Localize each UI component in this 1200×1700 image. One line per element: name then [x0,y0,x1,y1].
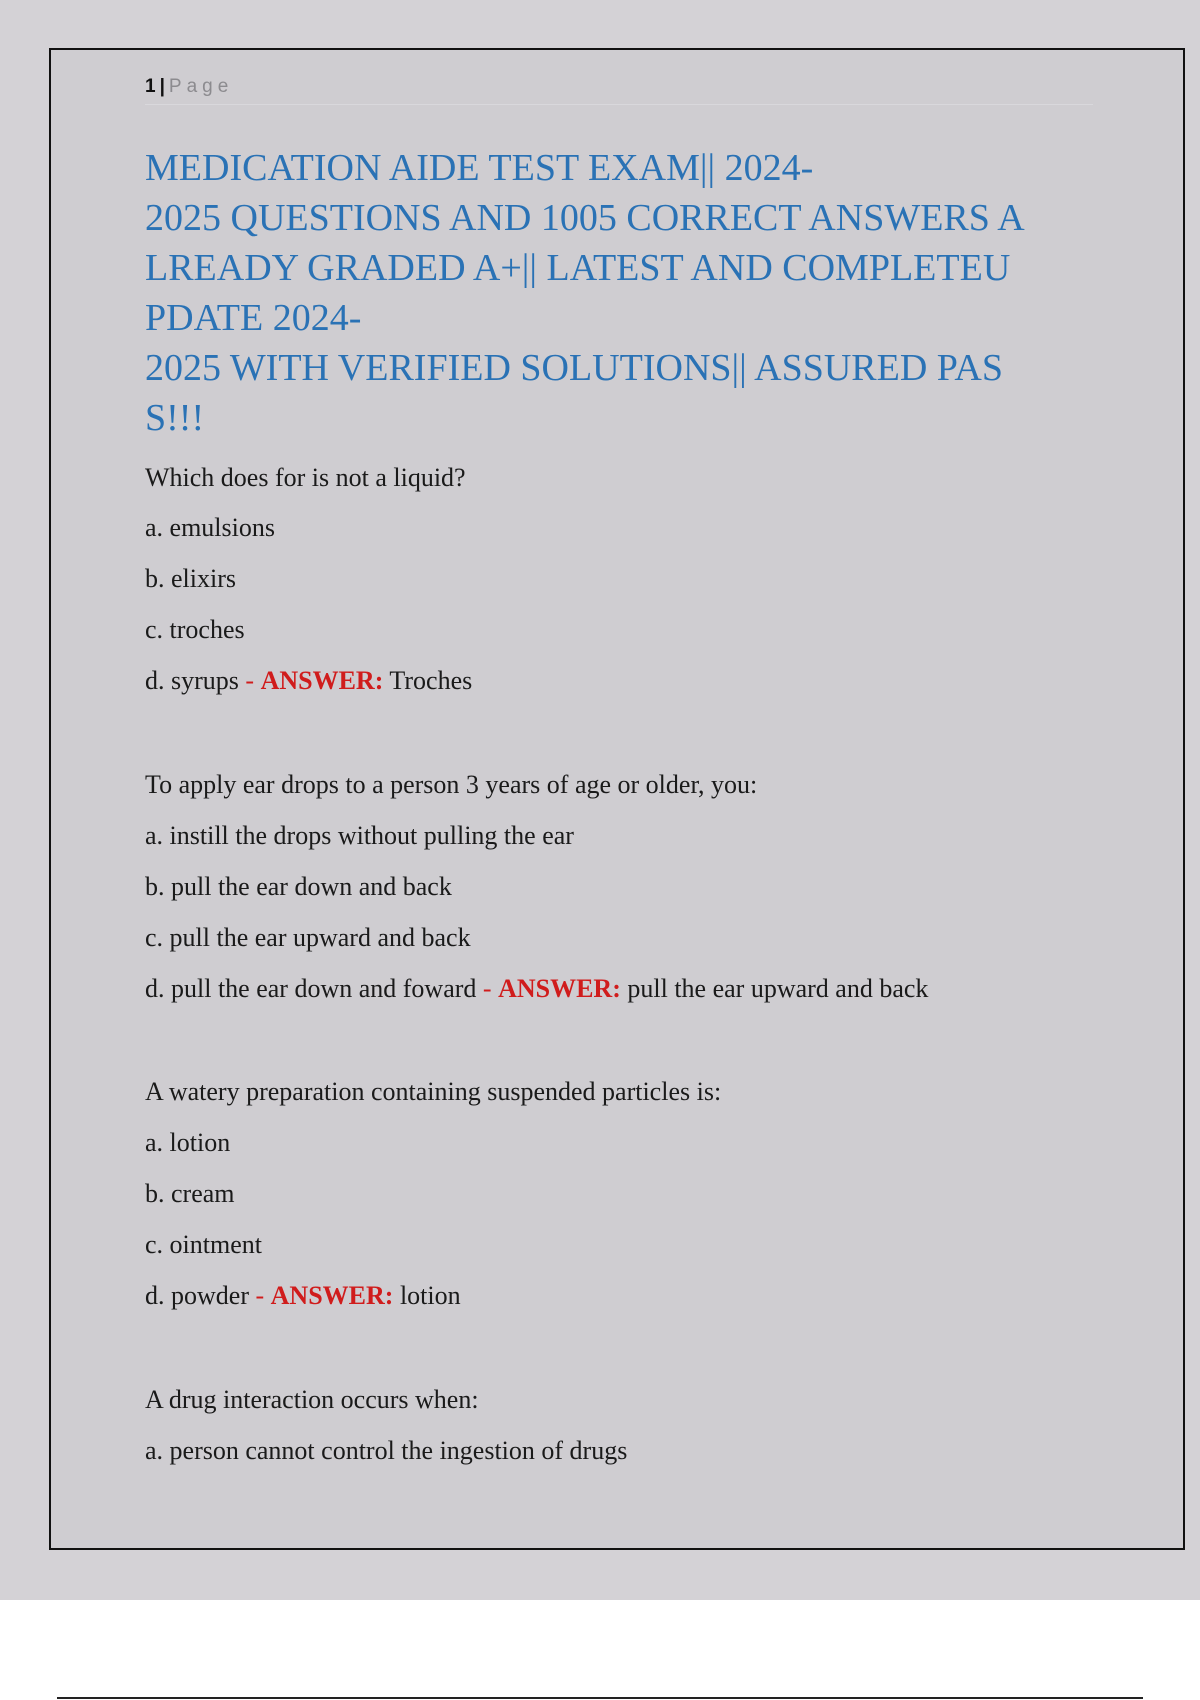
answer-option: d. pull the ear down and foward [145,974,477,1003]
answer-option: d. syrups [145,666,239,695]
correct-answer: lotion [399,1281,461,1310]
title-line: PDATE 2024- [145,297,362,339]
title-line: 2025 QUESTIONS AND 1005 CORRECT ANSWERS A [145,197,1025,239]
answer-option: c. pull the ear upward and back [145,923,471,952]
page-label: Page [168,76,234,97]
answer-dash: - [482,974,492,1003]
document-title [145,143,1085,443]
page-number: 1 [145,76,156,97]
answer-option: a. emulsions [145,513,275,542]
correct-answer: Troches [389,666,473,695]
answer-option: a. lotion [145,1128,231,1157]
answer-label: ANSWER: [498,974,621,1003]
page-header [145,74,1093,105]
answer-option: d. powder [145,1281,249,1310]
answer-option: b. elixirs [145,564,236,593]
answer-option: c. troches [145,615,245,644]
page-separator: | [159,76,165,97]
question-text: A watery preparation containing suspended particles is: [145,1077,722,1106]
answer-option: a. instill the drops without pulling the ear [145,821,574,850]
answer-option: a. person cannot control the ingestion of drugs [145,1436,628,1465]
title-line: S!!! [145,397,205,439]
title-line: LREADY GRADED A+|| LATEST AND COMPLETEU [145,247,1011,289]
correct-answer: pull the ear upward and back [627,974,929,1003]
answer-option: c. ointment [145,1230,262,1259]
footer-rule [57,1697,1143,1699]
answer-line [145,1280,461,1312]
question-text: To apply ear drops to a person 3 years of age or older, you: [145,770,758,799]
answer-option: b. cream [145,1179,235,1208]
question-text: Which does for is not a liquid? [145,463,466,492]
answer-label: ANSWER: [270,1281,394,1310]
answer-label: ANSWER: [260,666,384,695]
title-line: MEDICATION AIDE TEST EXAM|| 2024- [145,147,814,189]
question-text: A drug interaction occurs when: [145,1385,479,1414]
answer-dash: - [245,666,255,695]
answer-line [145,665,472,697]
answer-dash: - [255,1281,265,1310]
title-line: 2025 WITH VERIFIED SOLUTIONS|| ASSURED PAS [145,347,1004,389]
answer-line [145,973,928,1005]
answer-option: b. pull the ear down and back [145,872,452,901]
